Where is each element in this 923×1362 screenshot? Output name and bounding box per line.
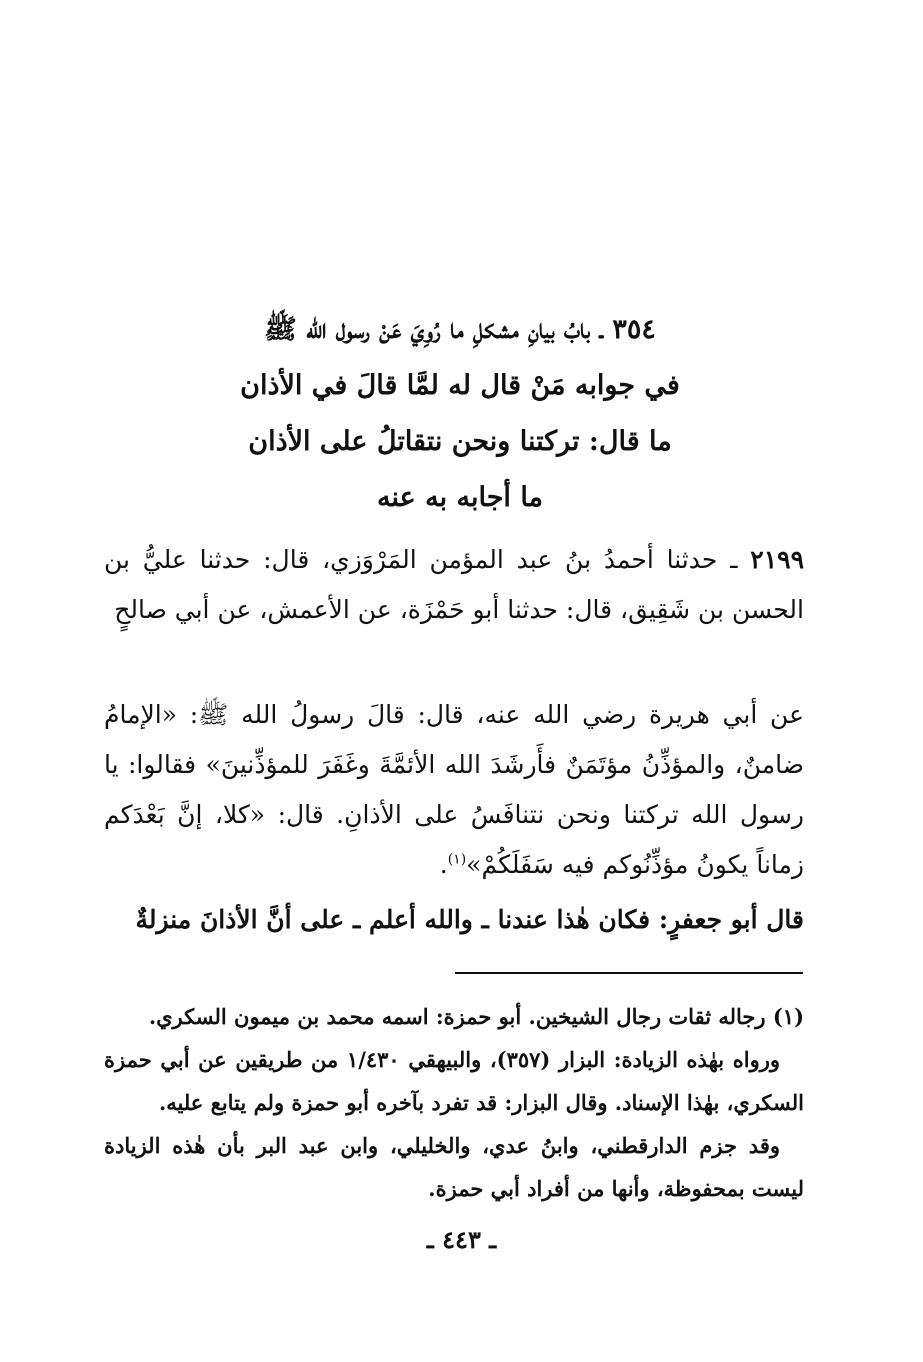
chapter-heading-line-4: ما أجابه به عنه xyxy=(376,482,544,513)
hadith-end: . xyxy=(439,850,448,879)
commentary-lead: قال أبو جعفرٍ: xyxy=(658,905,804,934)
footnote-divider xyxy=(455,972,803,974)
footnotes xyxy=(104,995,804,1210)
chapter-heading-line-2: في جوابه مَنْ قال له لمَّا قالَ في الأذان xyxy=(240,370,680,401)
hadith-matn: عن أبي هريرة رضي الله عنه، قال: قالَ رسولُ الله ﷺ: «الإمامُ ضامنٌ، والمؤذِّنُ مؤتَمَنٌ فأَرشَدَ الله الأئمَّةَ وغَفَرَ للمؤذِّنينَ» فقالوا: يا رسول الله تركتنا ونحن نتنافَسُ على الأذانِ. قال: «كلا، إنَّ بَعْدَكم زماناً يكونُ مؤذِّنُوكم فيه سَفَلَكُمْ» xyxy=(104,700,804,879)
hadith-text xyxy=(104,690,804,890)
hadith-number: ٢١٩٩ xyxy=(750,545,804,574)
commentary xyxy=(104,895,804,945)
commentary-text: فكان هٰذا عندنا ـ والله أعلم ـ على أنَّ الأذانَ منزلةٌ xyxy=(135,905,659,934)
footnote-1: (١) رجاله ثقات رجال الشيخين. أبو حمزة: اسمه محمد بن ميمون السكري. xyxy=(148,1004,804,1029)
hadith-chain xyxy=(104,535,804,635)
hadith-chain-text: ـ حدثنا أحمدُ بنُ عبد المؤمن المَرْوَزي، قال: حدثنا عليُّ بن الحسن بن شَقِيق، قال: حدثنا أبو حَمْزَة، عن الأعمش، عن أبي صالحٍ xyxy=(104,545,804,624)
chapter-heading-line-3: ما قال: تركتنا ونحن نتقاتلُ على الأذان xyxy=(248,426,672,457)
chapter-heading-line-1: ٣٥٤ ـ بابُ بيانِ مشكلِ ما رُوِيَ عَنْ رسول الله ﷺ xyxy=(264,314,656,345)
footnote-1-continuation: ورواه بهٰذه الزيادة: البزار (٣٥٧)، والبيهقي ١/٤٣٠ من طريقين عن أبي حمزة السكري، بهٰذا الإسناد. وقال البزار: قد تفرد بآخره أبو حمزة ولم يتابع عليه. xyxy=(104,1047,804,1115)
chapter-heading xyxy=(110,302,810,526)
page-number: ـ ٤٤٣ ـ xyxy=(426,1225,497,1254)
footnote-1-continuation-2: وقد جزم الدارقطني، وابنُ عدي، والخليلي، وابن عبد البر بأن هٰذه الزيادة ليست بمحفوظة، وأنها من أفراد أبي حمزة. xyxy=(104,1133,804,1201)
footnote-reference[interactable]: (١) xyxy=(447,851,467,868)
